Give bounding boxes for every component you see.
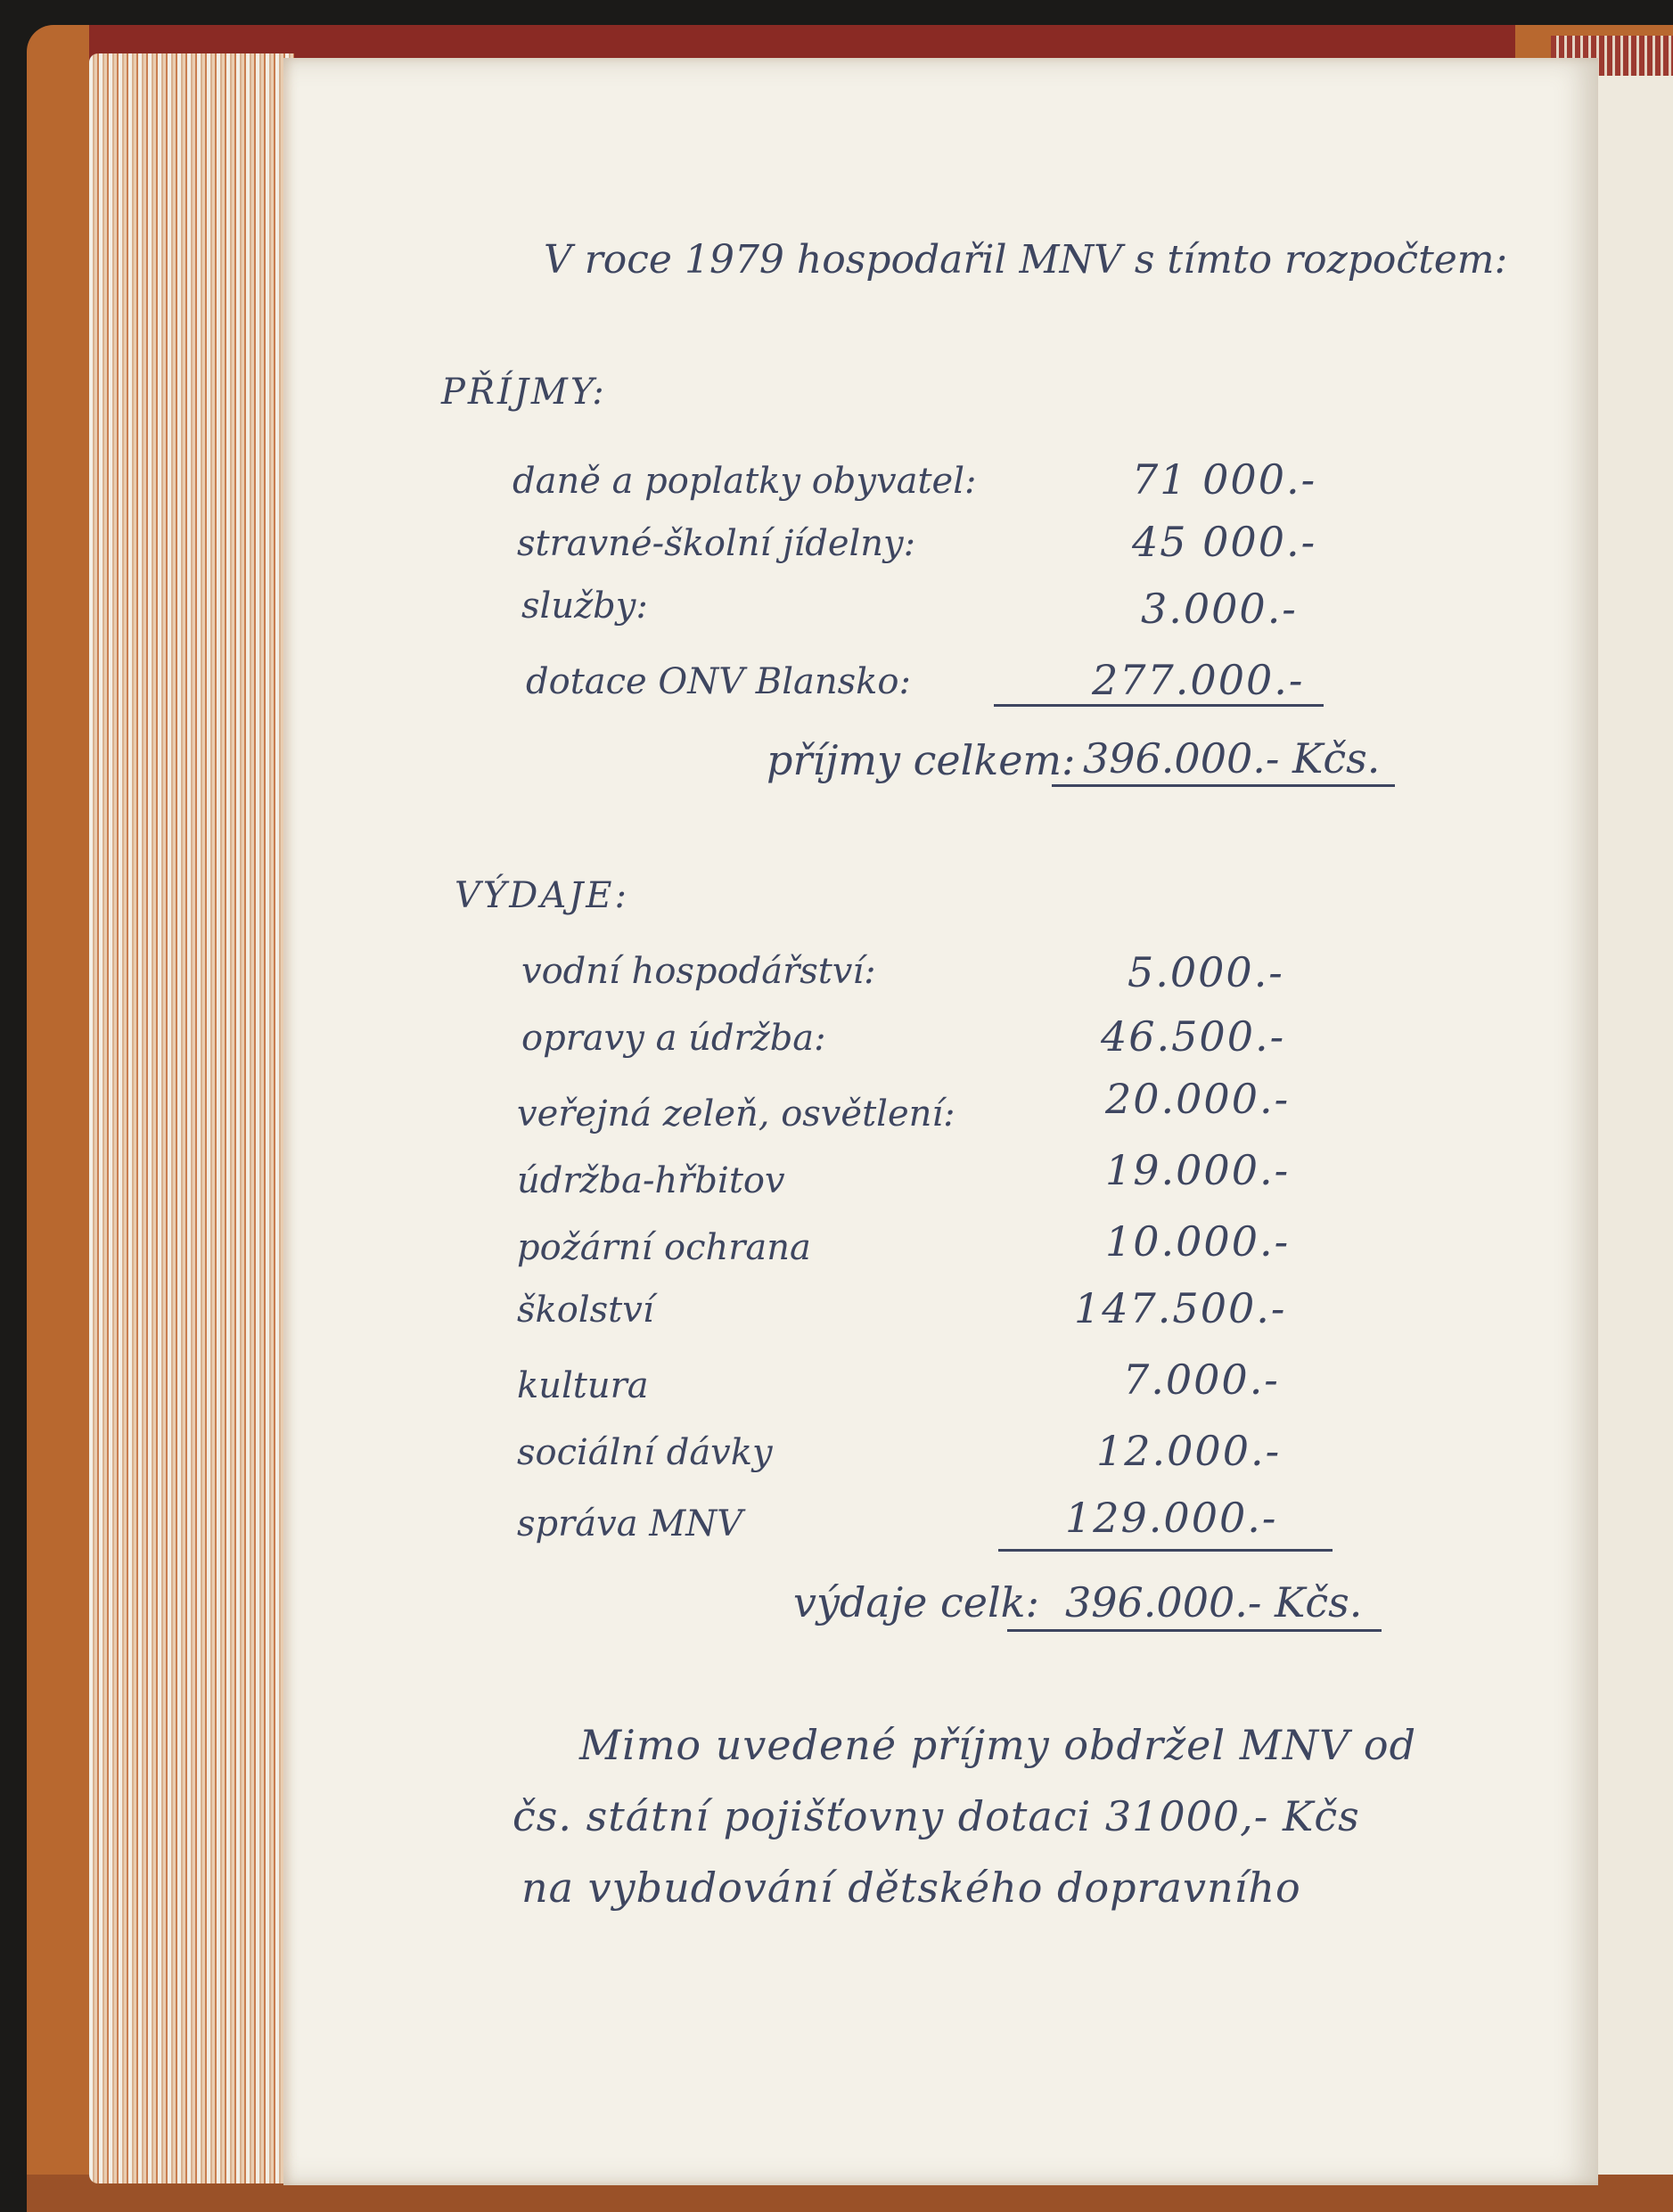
expense-label-6: školství — [517, 1290, 654, 1331]
income-label-3: služby: — [521, 586, 648, 627]
paragraph-line-2: čs. státní pojišťovny dotaci 31000,- Kčs — [513, 1792, 1360, 1840]
expense-label-1: vodní hospodářství: — [521, 951, 876, 992]
income-total-rule — [1052, 784, 1395, 787]
expense-amount-8: 12.000.- — [1096, 1427, 1282, 1475]
expense-label-2: opravy a údržba: — [521, 1018, 826, 1059]
expense-amount-6: 147.500.- — [1074, 1284, 1287, 1332]
expense-total-amount: 396.000.- Kčs. — [1065, 1578, 1363, 1626]
income-amount-1: 71 000.- — [1132, 455, 1317, 504]
income-label-1: daně a poplatky obyvatel: — [513, 461, 977, 502]
paragraph-line-1: Mimo uvedené příjmy obdržel MNV od — [579, 1721, 1417, 1769]
income-total-label: příjmy celkem: — [767, 736, 1076, 784]
expense-amount-7: 7.000.- — [1123, 1356, 1280, 1404]
expense-subtotal-rule — [998, 1549, 1333, 1552]
income-amount-3: 3.000.- — [1141, 585, 1298, 633]
income-amount-4: 277.000.- — [1092, 656, 1305, 704]
income-label-2: stravné-školní jídelny: — [517, 523, 916, 564]
income-subtotal-rule — [994, 704, 1324, 707]
facing-page-edge — [1587, 76, 1673, 2175]
page-title: V roce 1979 hospodařil MNV s tímto rozpočtem: — [544, 237, 1508, 283]
expenses-heading: VÝDAJE: — [455, 875, 629, 916]
income-heading: PŘÍJMY: — [441, 372, 607, 413]
expense-amount-9: 129.000.- — [1065, 1494, 1278, 1542]
cover-headband — [89, 25, 1515, 61]
expense-label-7: kultura — [517, 1365, 649, 1406]
income-amount-2: 45 000.- — [1132, 518, 1317, 566]
expense-total-label: výdaje celk: — [793, 1578, 1040, 1626]
expense-amount-4: 19.000.- — [1105, 1146, 1291, 1194]
expense-total-rule — [1007, 1629, 1382, 1632]
expense-label-8: sociální dávky — [517, 1432, 773, 1473]
expense-label-3: veřejná zeleň, osvětlení: — [517, 1094, 955, 1135]
expense-label-9: správa MNV — [517, 1503, 743, 1544]
expense-amount-5: 10.000.- — [1105, 1217, 1291, 1266]
expense-amount-2: 46.500.- — [1101, 1012, 1286, 1061]
income-total-amount: 396.000.- Kčs. — [1083, 734, 1381, 782]
expense-label-4: údržba-hřbitov — [517, 1160, 785, 1201]
expense-label-5: požární ochrana — [517, 1227, 811, 1268]
expense-amount-3: 20.000.- — [1105, 1075, 1291, 1123]
page-stack-edge — [89, 53, 294, 2183]
paragraph-line-3: na vybudování dětského dopravního — [521, 1864, 1301, 1912]
income-label-4: dotace ONV Blansko: — [526, 661, 911, 702]
expense-amount-1: 5.000.- — [1128, 948, 1284, 996]
